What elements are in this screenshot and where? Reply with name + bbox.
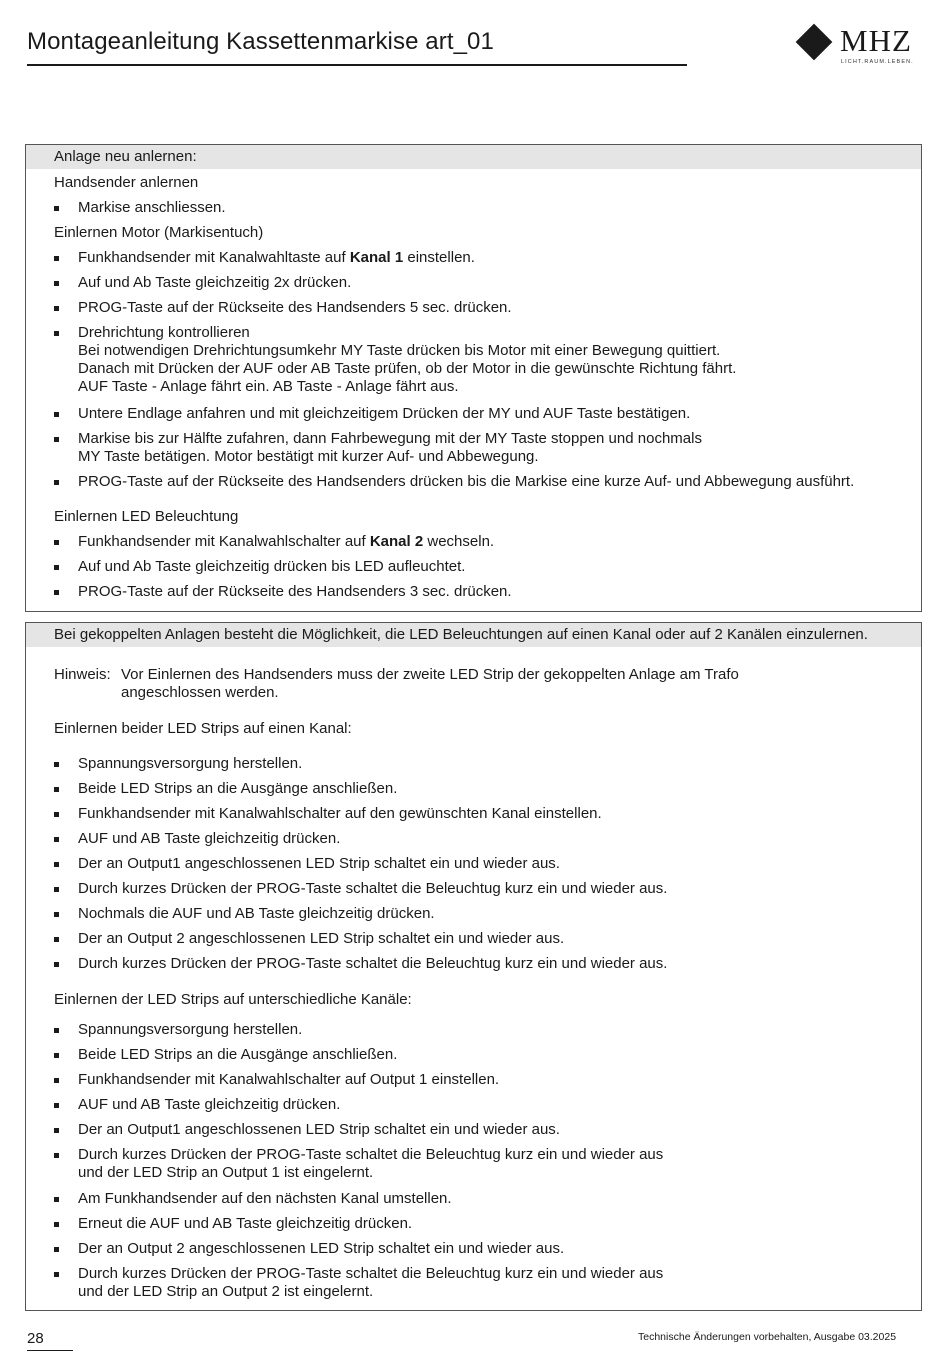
bullet-icon [54, 331, 59, 336]
logo-tagline: LICHT.RAUM.LEBEN. [841, 59, 914, 65]
bullet-icon [54, 962, 59, 967]
bullet-icon [54, 862, 59, 867]
bullet-icon [54, 1222, 59, 1227]
page-number-underline [27, 1350, 73, 1351]
bullet-icon [54, 1197, 59, 1202]
logo-wordmark: MHZ [840, 23, 912, 58]
bullet-icon [54, 1103, 59, 1108]
bullet-icon [54, 1078, 59, 1083]
section-gekoppelte-anlagen: Bei gekoppelten Anlagen besteht die Möglichkeit, die LED Beleuchtungen auf einen Kanal oder auf 2 Kanälen einzulernen. Hinweis: Vor Einlernen des Handsenders muss der zweite LED Strip der gekoppelten Anlage am Trafo angeschlossen werden. Einlernen beider LED Strips auf einen Kanal: Einlernen der LED Strips auf unterschiedliche Kanäle: Spannungsversorgung herstellen. Beide LED Strips an die Ausgänge anschließen. Funkhandsender mit Kanalwahlschalter auf den gewünschten Kanal einstellen. AUF und AB Taste gleichzeitig drücken. Der an Output1 angeschlossenen LED Strip schaltet ein und wieder aus. Durch kurzes Drücken der PROG-Taste schaltet die Beleuchtug kurz ein und wieder aus. Nochmals die AUF und AB Taste gleichzeitig drücken. Der an Output 2 angeschlossenen LED Strip schaltet ein und wieder aus. Durch kurzes Drücken der PROG-Taste schaltet die Beleuchtug kurz ein und wieder aus. Spannungsversorgung herstellen. Beide LED Strips an die Ausgänge anschließen. Funkhandsender mit Kanalwahlschalter auf Output 1 einstellen. AUF und AB Taste gleichzeitig drücken. Der an Output1 angeschlossenen LED Strip schaltet ein und wieder aus. Durch kurzes Drücken der PROG-Taste schaltet die Beleuchtug kurz ein und wieder aus und der LED Strip an Output 1 ist eingelernt. Am Funkhandsender auf den nächsten Kanal umstellen. Erneut die AUF und AB Taste gleichzeitig drücken. Der an Output 2 angeschlossenen LED Strip schaltet ein und wieder aus. Durch kurzes Drücken der PROG-Taste schaltet die Beleuchtug kurz ein und wieder aus und der LED Strip an Output 2 ist eingelernt. [25, 622, 922, 1311]
section-header: Bei gekoppelten Anlagen besteht die Möglichkeit, die LED Beleuchtungen auf einen Kanal oder auf 2 Kanälen einzulernen. [26, 623, 921, 647]
bullet-icon [54, 412, 59, 417]
bullet-icon [54, 281, 59, 286]
bullet-icon [54, 1153, 59, 1158]
bullet-icon [54, 762, 59, 767]
hinweis-label: Hinweis: [54, 666, 111, 683]
bullet-icon [54, 480, 59, 485]
title-underline [27, 64, 687, 66]
bullet-icon [54, 1247, 59, 1252]
bullet-icon [54, 590, 59, 595]
bullet-icon [54, 812, 59, 817]
subheading-multi-channel: Einlernen der LED Strips auf unterschiedliche Kanäle: [54, 991, 412, 1008]
page-number: 28 [27, 1330, 44, 1347]
bullet-icon [54, 1272, 59, 1277]
bullet-icon [54, 1053, 59, 1058]
subheading-motor: Einlernen Motor (Markisentuch) [54, 224, 264, 241]
bullet-icon [54, 256, 59, 261]
bullet-icon [54, 565, 59, 570]
section-header: Anlage neu anlernen: [26, 145, 921, 169]
footer-note: Technische Änderungen vorbehalten, Ausgabe 03.2025 [638, 1331, 897, 1343]
bullet-icon [54, 1028, 59, 1033]
bullet-icon [54, 887, 59, 892]
bullet-icon [54, 1128, 59, 1133]
bullet-icon [54, 206, 59, 211]
page-title: Montageanleitung Kassettenmarkise art_01 [27, 28, 494, 55]
subheading-led: Einlernen LED Beleuchtung [54, 508, 239, 525]
bullet-icon [54, 306, 59, 311]
bullet-icon [54, 837, 59, 842]
section-anlage-neu-anlernen: Anlage neu anlernen: Handsender anlernen Markise anschliessen. Einlernen Motor (Markisentuch) Funkhandsender mit Kanalwahltaste auf Kanal 1 einstellen. Auf und Ab Taste gleichzeitig 2x drücken. PROG-Taste auf der Rückseite des Handsenders 5 sec. drücken. Drehrichtung kontrollieren Bei notwendigen Drehrichtungsumkehr MY Taste drücken bis Motor mit einer Bewegung quittiert. Danach mit Drücken der AUF oder AB Taste prüfen, ob der Motor in die gewünschte Richtung fährt. AUF Taste - Anlage fährt ein. AB Taste - Anlage fährt aus. Untere Endlage anfahren und mit gleichzeitigem Drücken der MY und AUF Taste bestätigen. Markise bis zur Hälfte zufahren, dann Fahrbewegung mit der MY Taste stoppen und nochmals MY Taste betätigen. Motor bestätigt mit kurzer Auf- und Abbewegung. PROG-Taste auf der Rückseite des Handsenders drücken bis die Markise eine kurze Auf- und Abbewegung ausführt. Einlernen LED Beleuchtung Funkhandsender mit Kanalwahlschalter auf Kanal 2 wechseln. Auf und Ab Taste gleichzeitig drücken bis LED aufleuchtet. PROG-Taste auf der Rückseite des Handsenders 3 sec. drücken. [25, 144, 922, 612]
hinweis-text: Vor Einlernen des Handsenders muss der zweite LED Strip der gekoppelten Anlage am Trafo angeschlossen werden. [121, 666, 739, 701]
mhz-logo [798, 25, 924, 69]
bullet-icon [54, 437, 59, 442]
bullet-icon [54, 540, 59, 545]
bullet-icon [54, 912, 59, 917]
logo-diamond-icon [796, 24, 833, 61]
bullet-icon [54, 787, 59, 792]
bullet-icon [54, 937, 59, 942]
subheading-handsender: Handsender anlernen [54, 174, 199, 191]
subheading-one-channel: Einlernen beider LED Strips auf einen Kanal: [54, 720, 352, 737]
